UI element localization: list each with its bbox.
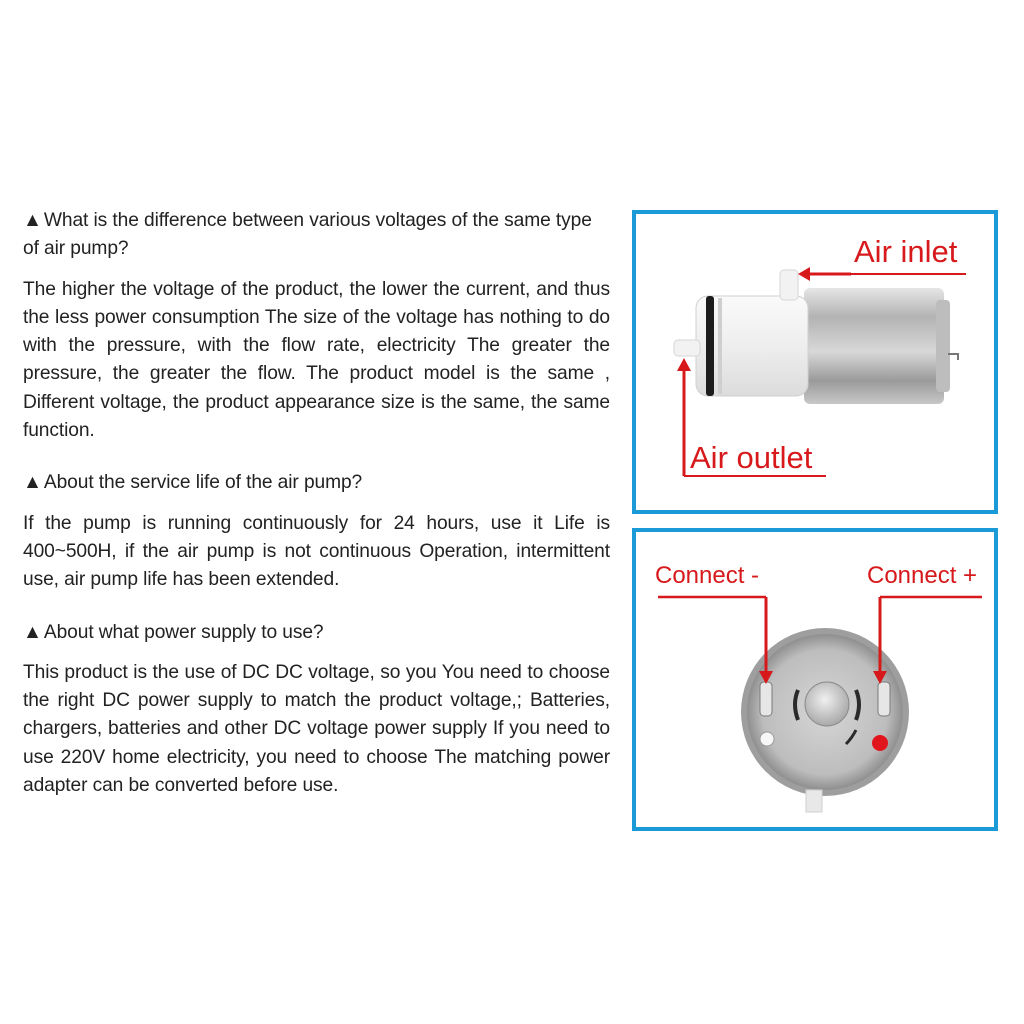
question-text: About the service life of the air pump?: [43, 472, 363, 494]
motor-end-cap: [936, 300, 950, 392]
inlet-arrowhead-icon: [798, 267, 810, 281]
faq-answer-1: The higher the voltage of the product, the lower the current, and thus the less power consumption The size of the voltage has nothing to do with the pressure, with the flow rate, electricity The greater the pressure, the greater the flow. The product model is the same , Different voltage, the product appearance size is the same, the same function.: [23, 278, 610, 442]
connect-positive-label: Connect +: [867, 562, 978, 589]
triangle-marker-icon: ▲: [23, 621, 42, 643]
faq-section: [23, 207, 610, 800]
positive-terminal: [878, 682, 890, 716]
air-outlet-label: Air outlet: [690, 440, 813, 475]
connect-negative-label: Connect -: [655, 562, 760, 589]
motor-body: [804, 288, 944, 404]
faq-answer-2: If the pump is running continuously for 24 hours, use it Life is 400~500H, if the air pump is not continuous Operation, intermittent use, air pump life has been extended.: [23, 512, 610, 591]
pump-terminals-panel: [632, 528, 998, 831]
outlet-nozzle: [674, 340, 700, 356]
air-inlet-label: Air inlet: [854, 234, 958, 269]
triangle-marker-icon: ▲: [23, 472, 42, 494]
pump-side-view-panel: [632, 210, 998, 514]
faq-question-3: [23, 619, 610, 647]
faq-question-1: [23, 207, 610, 264]
negative-terminal: [760, 682, 772, 716]
seal-ring: [706, 296, 714, 396]
seal-ring-inner: [718, 298, 722, 394]
question-text: About what power supply to use?: [43, 621, 324, 643]
shaft-bushing: [805, 682, 849, 726]
question-text: What is the difference between various voltages of the same type of air pump?: [23, 210, 592, 260]
positive-marker-dot: [872, 735, 888, 751]
negative-marker-dot: [760, 732, 774, 746]
faq-answer-3: This product is the use of DC DC voltage, so you You need to choose the right DC power supply to match the product voltage,; Batteries, chargers, batteries and other DC voltage power supply If you need to use 220V home electricity, you need to choose The matching power adapter can be converted before use.: [23, 661, 610, 797]
faq-question-2: [23, 469, 610, 497]
triangle-marker-icon: ▲: [23, 210, 42, 231]
bottom-nozzle: [806, 790, 822, 812]
inlet-nozzle: [780, 270, 798, 300]
outlet-arrowhead-icon: [677, 358, 691, 371]
